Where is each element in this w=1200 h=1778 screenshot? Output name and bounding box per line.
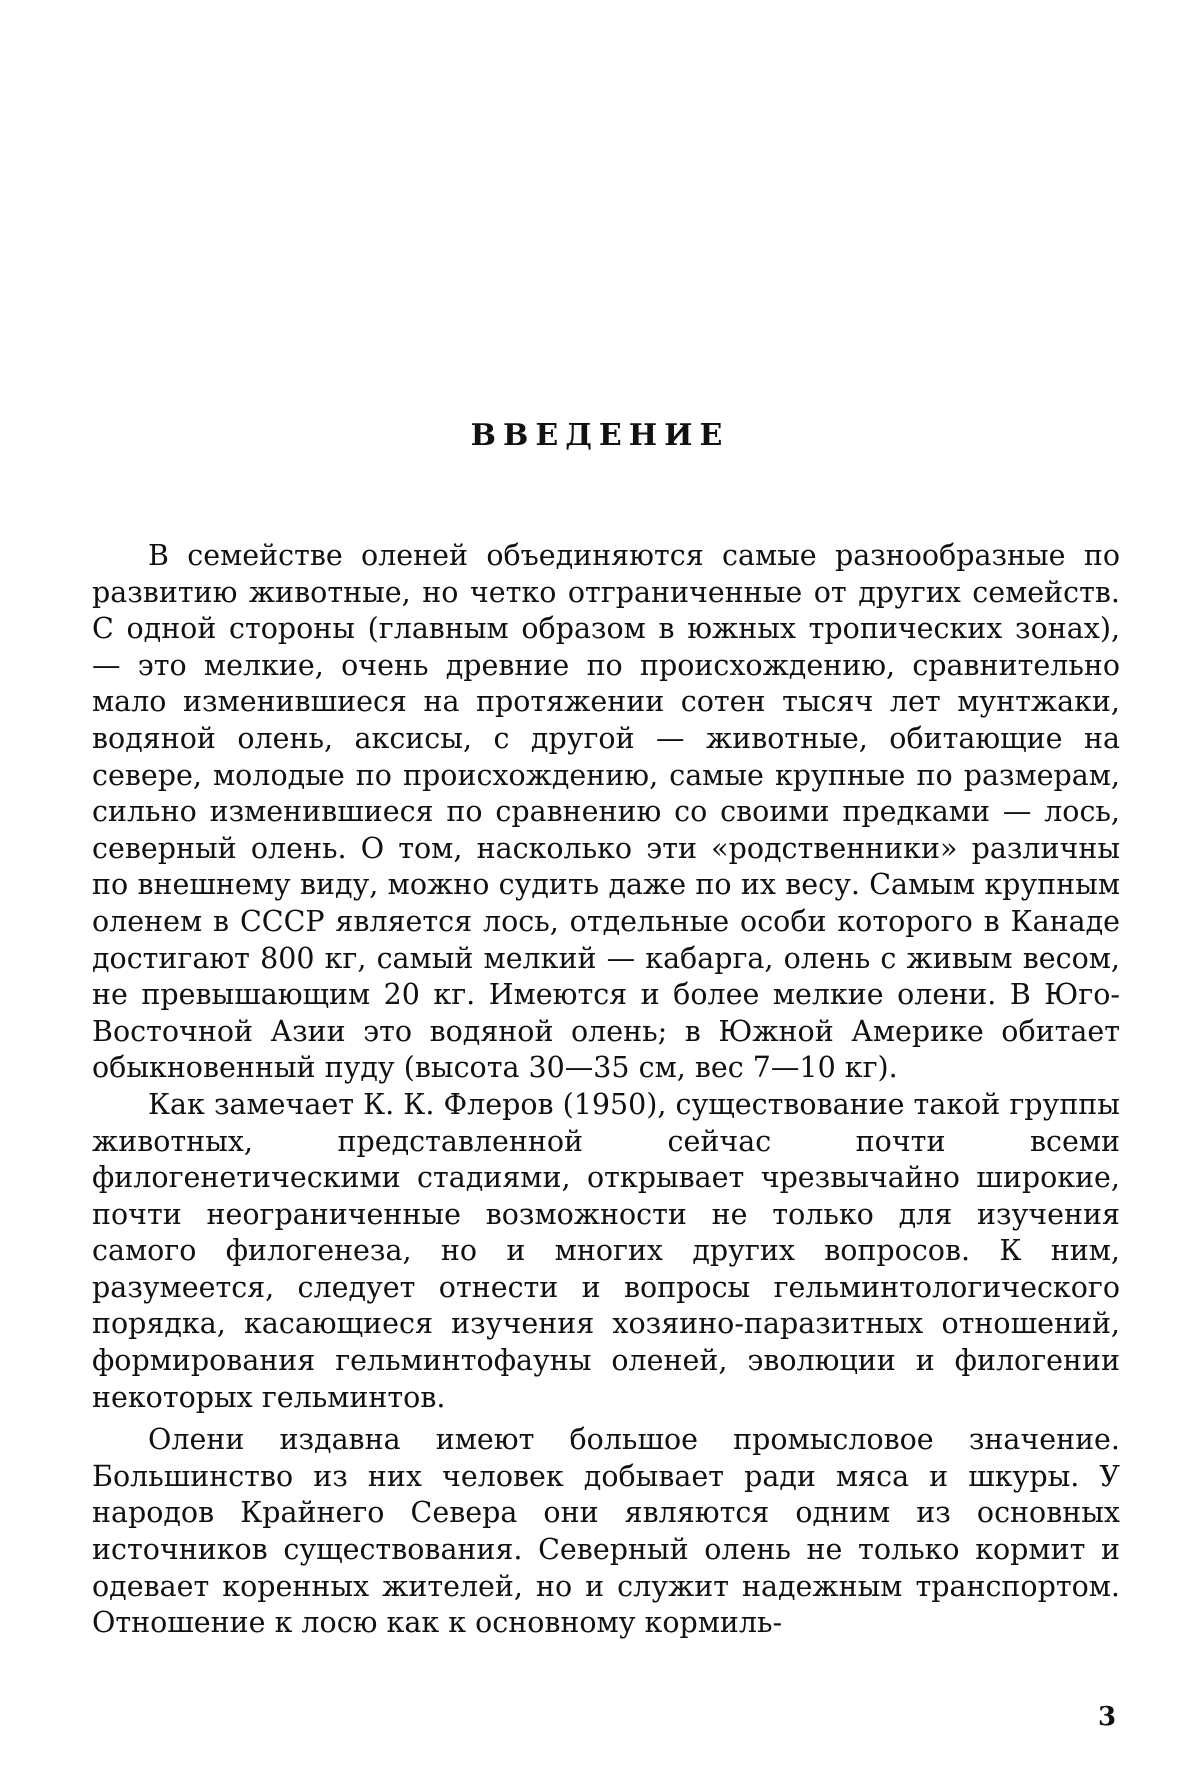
- paragraph-1: В семействе оленей объединяются самые разнообразные по развитию животные, но четко отграниченные от других семейств. С одной стороны (главным образом в южных тропических зонах), — это мелкие, очень древние по происхождению, сравнительно мало изменившиеся на протяжении сотен тысяч лет мунтжаки, водяной олень, аксисы, с другой — животные, обитающие на севере, молодые по происхождению, самые крупные по размерам, сильно изменившиеся по сравнению со своими предками — лось, северный олень. О том, насколько эти «родственники» различны по внешнему виду, можно судить даже по их весу. Самым крупным оленем в СССР является лось, отдельные особи которого в Канаде достигают 800 кг, самый мелкий — кабарга, олень с живым весом, не превышающим 20 кг. Имеются и более мелкие олени. В Юго-Восточной Азии это водяной олень; в Южной Америке обитает обыкновенный пуду (высота 30—35 см, вес 7—10 кг).: [92, 539, 1120, 1085]
- chapter-heading: ВВЕДЕНИЕ: [470, 418, 730, 453]
- page-number: 3: [1098, 1702, 1117, 1732]
- paragraph-3: Олени издавна имеют большое промысловое значение. Большинство из них человек добывает ради мяса и шкуры. У народов Крайнего Севера они являются одним из основных источников существования. Северный олень не только кормит и одевает коренных жителей, но и служит надежным транспортом. Отношение к лосю как к основному кормиль-: [92, 1423, 1120, 1640]
- body-text: [92, 538, 1120, 1642]
- paragraph-2: Как замечает К. К. Флеров (1950), существование такой группы животных, представленной сейчас почти всеми филогенетическими стадиями, открывает чрезвычайно широкие, почти неограниченные возможности не только для изучения самого филогенеза, но и многих других вопросов. К ним, разумеется, следует отнести и вопросы гельминтологического порядка, касающиеся изучения хозяино-паразитных отношений, формирования гельминтофауны оленей, эволюции и филогении некоторых гельминтов.: [92, 1087, 1120, 1414]
